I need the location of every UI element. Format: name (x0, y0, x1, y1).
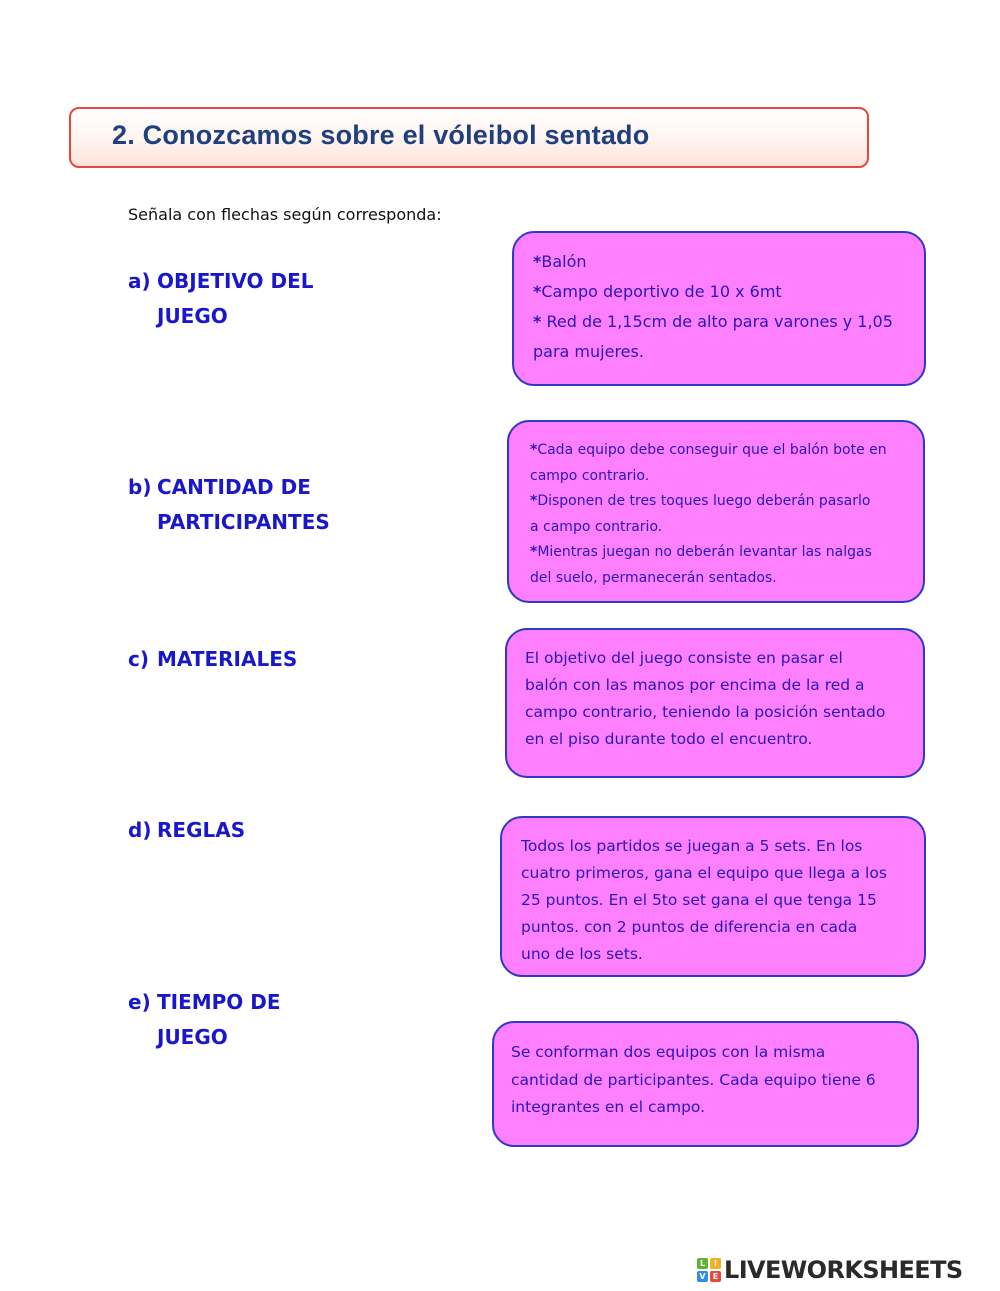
box-line: Todos los partidos se juegan a 5 sets. En los (521, 837, 863, 855)
logo-tile: L (697, 1258, 708, 1269)
box-line: cuatro primeros, gana el equipo que llega a los (521, 864, 887, 882)
label-cantidad-de-participantes[interactable] (128, 470, 330, 540)
answer-box-materiales[interactable] (512, 231, 926, 386)
logo-wordmark: LIVEWORKSHEETS (724, 1256, 963, 1284)
box-line: 25 puntos. En el 5to set gana el que tenga 15 (521, 891, 877, 909)
label-letter: d) (128, 818, 152, 842)
title-text: Conozcamos sobre el vóleibol sentado (142, 120, 650, 150)
label-letter: e) (128, 990, 151, 1014)
box-line: * Red de 1,15cm de alto para varones y 1,05 (533, 312, 893, 331)
label-line: JUEGO (157, 304, 228, 328)
box-line: *Balón (533, 252, 587, 271)
box-line: integrantes en el campo. (511, 1098, 706, 1116)
label-line: TIEMPO DE (157, 990, 281, 1014)
box-line: puntos. con 2 puntos de diferencia en cada (521, 918, 858, 936)
label-reglas[interactable] (128, 813, 245, 848)
answer-box-reglas[interactable] (507, 420, 925, 603)
box-line: cantidad de participantes. Cada equipo tiene 6 (511, 1070, 876, 1089)
logo-grid-icon (697, 1258, 721, 1282)
box-line: *Disponen de tres toques luego deberán pasarlo (530, 493, 871, 510)
box-line: Se conforman dos equipos con la misma (511, 1043, 826, 1061)
box-line: a campo contrario. (530, 518, 663, 535)
box-line: *Cada equipo debe conseguir que el balón bote en (530, 442, 887, 458)
label-tiempo-de-juego[interactable] (128, 985, 281, 1055)
box-line: *Campo deportivo de 10 x 6mt (533, 282, 782, 301)
box-line: campo contrario, teniendo la posición sentado (525, 703, 886, 721)
title-number: 2. (112, 120, 135, 150)
box-line: El objetivo del juego consiste en pasar el (525, 649, 843, 667)
answer-box-objetivo[interactable] (505, 628, 925, 778)
liveworksheets-logo (697, 1254, 963, 1286)
box-line: del suelo, permanecerán sentados. (530, 569, 777, 586)
logo-tile: E (710, 1271, 721, 1282)
instruction-text: Señala con flechas según corresponda: (128, 205, 442, 224)
label-objetivo-del-juego[interactable] (128, 264, 314, 334)
label-line: MATERIALES (157, 647, 298, 671)
label-line: OBJETIVO DEL (157, 269, 314, 293)
page-title (112, 120, 649, 151)
logo-tile: V (697, 1271, 708, 1282)
box-line: para mujeres. (533, 342, 644, 361)
answer-box-cantidad-participantes[interactable] (492, 1021, 919, 1147)
label-letter: b) (128, 475, 152, 499)
box-line: campo contrario. (530, 467, 650, 484)
label-line: JUEGO (157, 1025, 228, 1049)
label-letter: c) (128, 647, 149, 671)
box-line: *Mientras juegan no deberán levantar las nalgas (530, 544, 872, 561)
label-letter: a) (128, 269, 151, 293)
label-line: CANTIDAD DE (157, 475, 311, 499)
box-line: balón con las manos por encima de la red a (525, 676, 865, 694)
label-line: PARTICIPANTES (157, 510, 330, 534)
box-line: uno de los sets. (521, 945, 643, 963)
answer-box-tiempo-de-juego[interactable] (500, 816, 926, 977)
box-line: en el piso durante todo el encuentro. (525, 730, 813, 748)
label-materiales[interactable] (128, 642, 297, 677)
logo-tile: I (710, 1258, 721, 1269)
label-line: REGLAS (157, 818, 246, 842)
